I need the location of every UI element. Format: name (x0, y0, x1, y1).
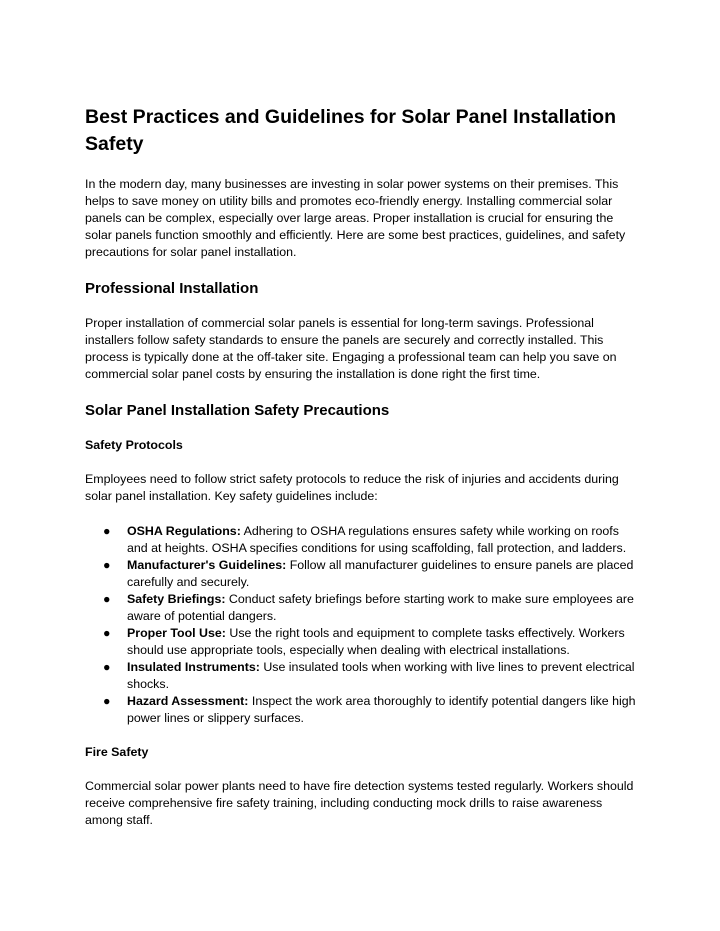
list-item-text: Follow all manufacturer guidelines to ensure panels are placed carefully and securely. (127, 558, 634, 589)
safety-precautions-heading: Solar Panel Installation Safety Precautions (85, 402, 390, 419)
list-item (85, 591, 641, 625)
list-item (85, 557, 641, 591)
list-item (85, 659, 641, 693)
professional-installation-heading: Professional Installation (85, 280, 259, 297)
document-title: Best Practices and Guidelines for Solar Panel Installation Safety (85, 106, 616, 155)
list-item (85, 523, 641, 557)
safety-protocols-heading: Safety Protocols (85, 438, 183, 452)
bullet-icon: ● (103, 660, 111, 674)
bullet-icon: ● (103, 694, 111, 708)
fire-safety-heading: Fire Safety (85, 745, 149, 759)
list-item-term: OSHA Regulations: (127, 524, 241, 538)
document-page (85, 104, 641, 847)
list-item-term: Hazard Assessment: (127, 694, 249, 708)
list-item-term: Manufacturer's Guidelines: (127, 558, 287, 572)
list-item-text: Conduct safety briefings before starting work to make sure employees are aware of potential dangers. (127, 592, 634, 623)
list-item-term: Safety Briefings: (127, 592, 226, 606)
intro-paragraph: In the modern day, many businesses are investing in solar power systems on their premises. This helps to save money on utility bills and promotes eco-friendly energy. Installing commercial solar panels can be complex, especially over large areas. Proper installation is crucial for ensuring the solar panels function smoothly and efficiently. Here are some best practices, guidelines, and safety precautions for solar panel installation. (85, 177, 626, 259)
list-item-text: Adhering to OSHA regulations ensures safety while working on roofs and at heights. OSHA specifies conditions for using scaffolding, fall protection, and ladders. (127, 524, 627, 555)
list-item-term: Insulated Instruments: (127, 660, 260, 674)
list-item (85, 625, 641, 659)
list-item-text: Use the right tools and equipment to complete tasks effectively. Workers should use appropriate tools, especially when dealing with electrical installations. (127, 626, 625, 657)
safety-guidelines-list (85, 523, 641, 727)
list-item (85, 693, 641, 727)
bullet-icon: ● (103, 626, 111, 640)
bullet-icon: ● (103, 524, 111, 538)
professional-installation-paragraph: Proper installation of commercial solar panels is essential for long-term savings. Professional installers follow safety standards to ensure the panels are securely and correctly installed. This process is typically done at the off-taker site. Engaging a professional team can help you save on commercial solar panel costs by ensuring the installation is done right the first time. (85, 316, 617, 381)
bullet-icon: ● (103, 592, 111, 606)
fire-safety-paragraph: Commercial solar power plants need to have fire detection systems tested regularly. Workers should receive comprehensive fire safety training, including conducting mock drills to raise awareness among staff. (85, 779, 634, 827)
safety-protocols-paragraph: Employees need to follow strict safety protocols to reduce the risk of injuries and accidents during solar panel installation. Key safety guidelines include: (85, 472, 619, 503)
bullet-icon: ● (103, 558, 111, 572)
list-item-term: Proper Tool Use: (127, 626, 226, 640)
list-item-text: Use insulated tools when working with live lines to prevent electrical shocks. (127, 660, 635, 691)
list-item-text: Inspect the work area thoroughly to identify potential dangers like high power lines or slippery surfaces. (127, 694, 636, 725)
